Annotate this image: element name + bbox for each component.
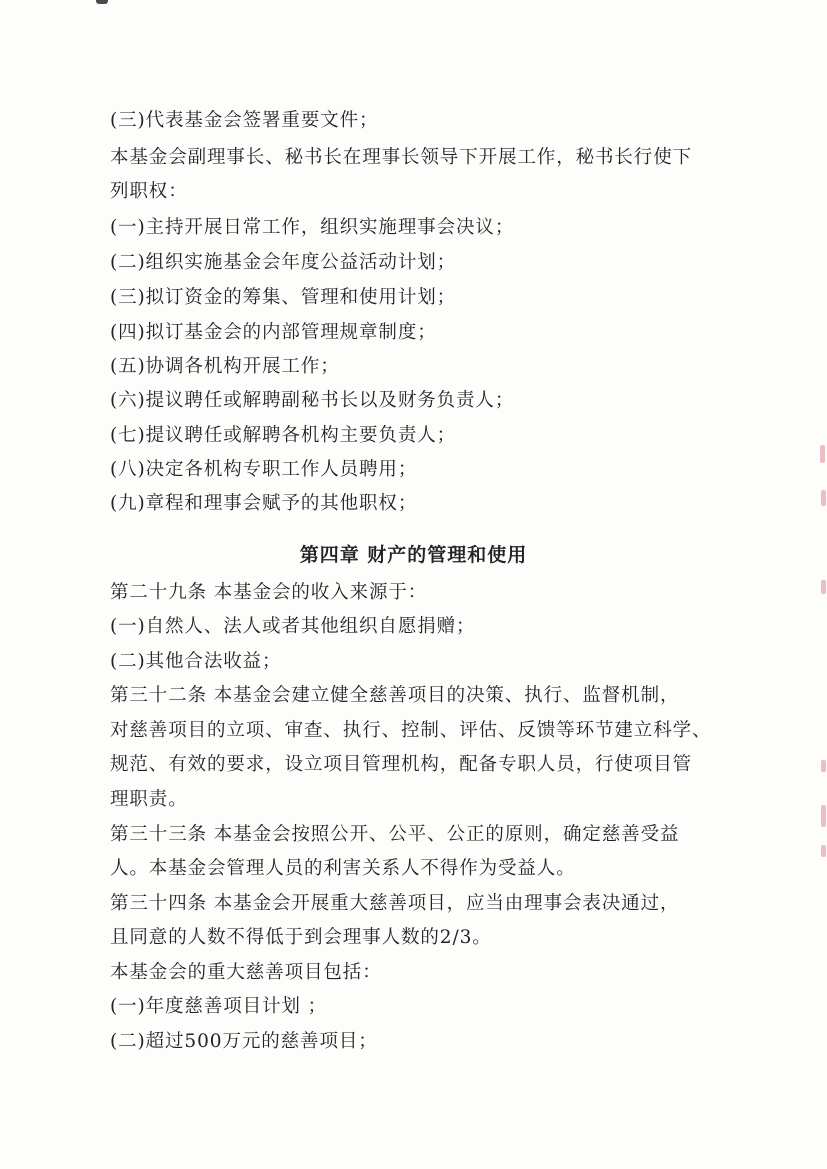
seal-edge [821,845,826,857]
text-line: (二)组织实施基金会年度公益活动计划； [110,252,457,273]
text-line: (八)决定各机构专职工作人员聘用； [110,459,418,480]
seal-edge [820,445,825,463]
text-line: 对慈善项目的立项、审查、执行、控制、评估、反馈等环节建立科学、 [110,720,712,741]
text-line: (一)主持开展日常工作，组织实施理事会决议； [110,217,515,238]
text-line: 第三十三条 本基金会按照公开、公平、公正的原则，确定慈善受益 [110,824,680,845]
text-line: (六)提议聘任或解聘副秘书长以及财务负责人； [110,390,515,411]
text-line: (三)拟订资金的筹集、管理和使用计划； [110,287,457,308]
text-line: (一)自然人、法人或者其他组织自愿捐赠； [110,616,476,637]
text-line: 第三十二条 本基金会建立健全慈善项目的决策、执行、监督机制， [110,685,680,706]
seal-edge [821,760,826,772]
text-line: 本基金会副理事长、秘书长在理事长领导下开展工作，秘书长行使下 [110,147,693,168]
text-line: 理职责。 [110,789,188,810]
seal-edge [821,805,826,827]
text-line: 第二十九条 本基金会的收入来源于： [110,582,428,603]
text-line: (七)提议聘任或解聘各机构主要负责人； [110,425,457,446]
text-line: 第三十四条 本基金会开展重大慈善项目，应当由理事会表决通过， [110,893,680,914]
text-line: 人。本基金会管理人员的利害关系人不得作为受益人。 [110,858,576,879]
text-line: (九)章程和理事会赋予的其他职权； [110,493,418,514]
text-line: (四)拟订基金会的内部管理规章制度； [110,322,437,343]
text-line: (二)超过500万元的慈善项目； [110,1031,378,1052]
text-line: 且同意的人数不得低于到会理事人数的2/3。 [110,927,492,948]
text-line: 本基金会的重大慈善项目包括： [110,962,382,983]
scan-mark [96,0,108,4]
chapter-heading: 第四章 财产的管理和使用 [299,544,528,566]
text-line: 列职权： [110,181,188,202]
seal-edge [821,580,826,594]
text-line: 规范、有效的要求，设立项目管理机构，配备专职人员，行使项目管 [110,754,693,775]
text-line: (三)代表基金会签署重要文件； [110,110,379,131]
text-line: (五)协调各机构开展工作； [110,356,340,377]
seal-edge [821,490,826,506]
text-line: (二)其他合法收益； [110,651,282,672]
text-line: (一)年度慈善项目计划 ； [110,996,328,1017]
